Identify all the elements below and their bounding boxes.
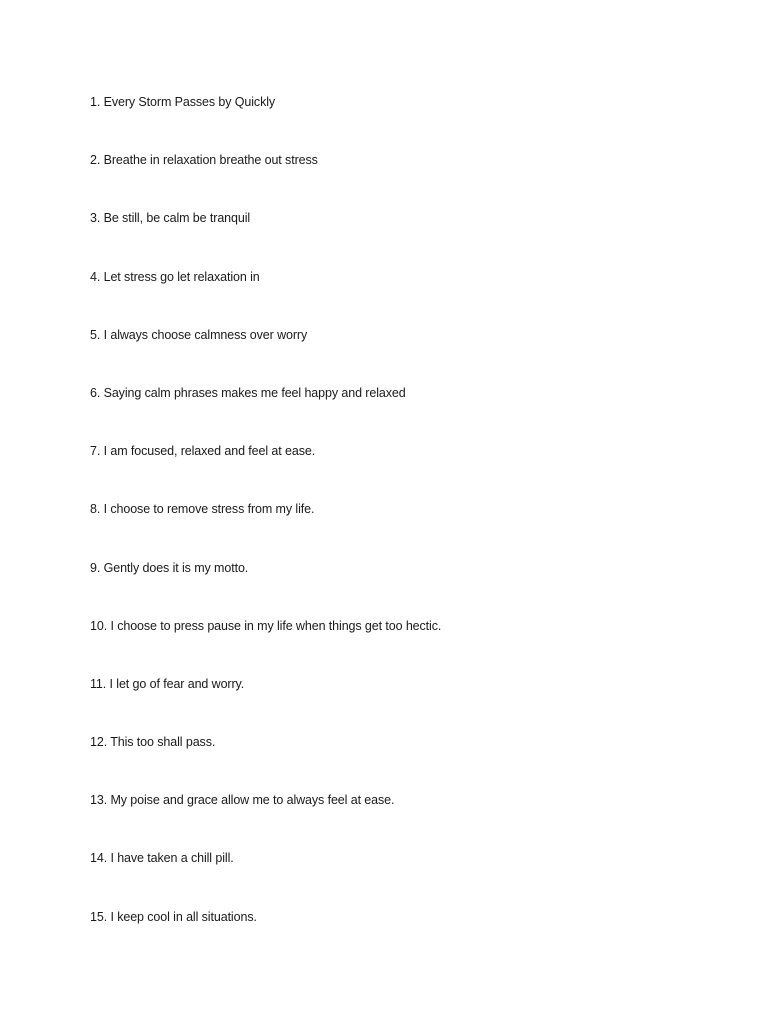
list-item: 10. I choose to press pause in my life when things get too hectic. — [90, 618, 442, 633]
list-item: 2. Breathe in relaxation breathe out stress — [90, 153, 318, 168]
affirmation-list — [90, 93, 441, 966]
list-item: 13. My poise and grace allow me to always feel at ease. — [90, 793, 395, 808]
list-item: 5. I always choose calmness over worry — [90, 327, 308, 342]
list-item: 15. I keep cool in all situations. — [90, 909, 257, 924]
list-item: 1. Every Storm Passes by Quickly — [90, 95, 276, 109]
list-item: 7. I am focused, relaxed and feel at ease. — [90, 444, 316, 459]
list-item: 11. I let go of fear and worry. — [90, 676, 245, 691]
list-item: 14. I have taken a chill pill. — [90, 851, 234, 866]
list-item: 9. Gently does it is my motto. — [90, 560, 249, 575]
list-item: 12. This too shall pass. — [90, 735, 216, 750]
list-item: 8. I choose to remove stress from my life. — [90, 502, 315, 517]
list-item: 4. Let stress go let relaxation in — [90, 269, 260, 284]
list-item: 6. Saying calm phrases makes me feel happy and relaxed — [90, 385, 406, 400]
list-item: 3. Be still, be calm be tranquil — [90, 211, 251, 226]
